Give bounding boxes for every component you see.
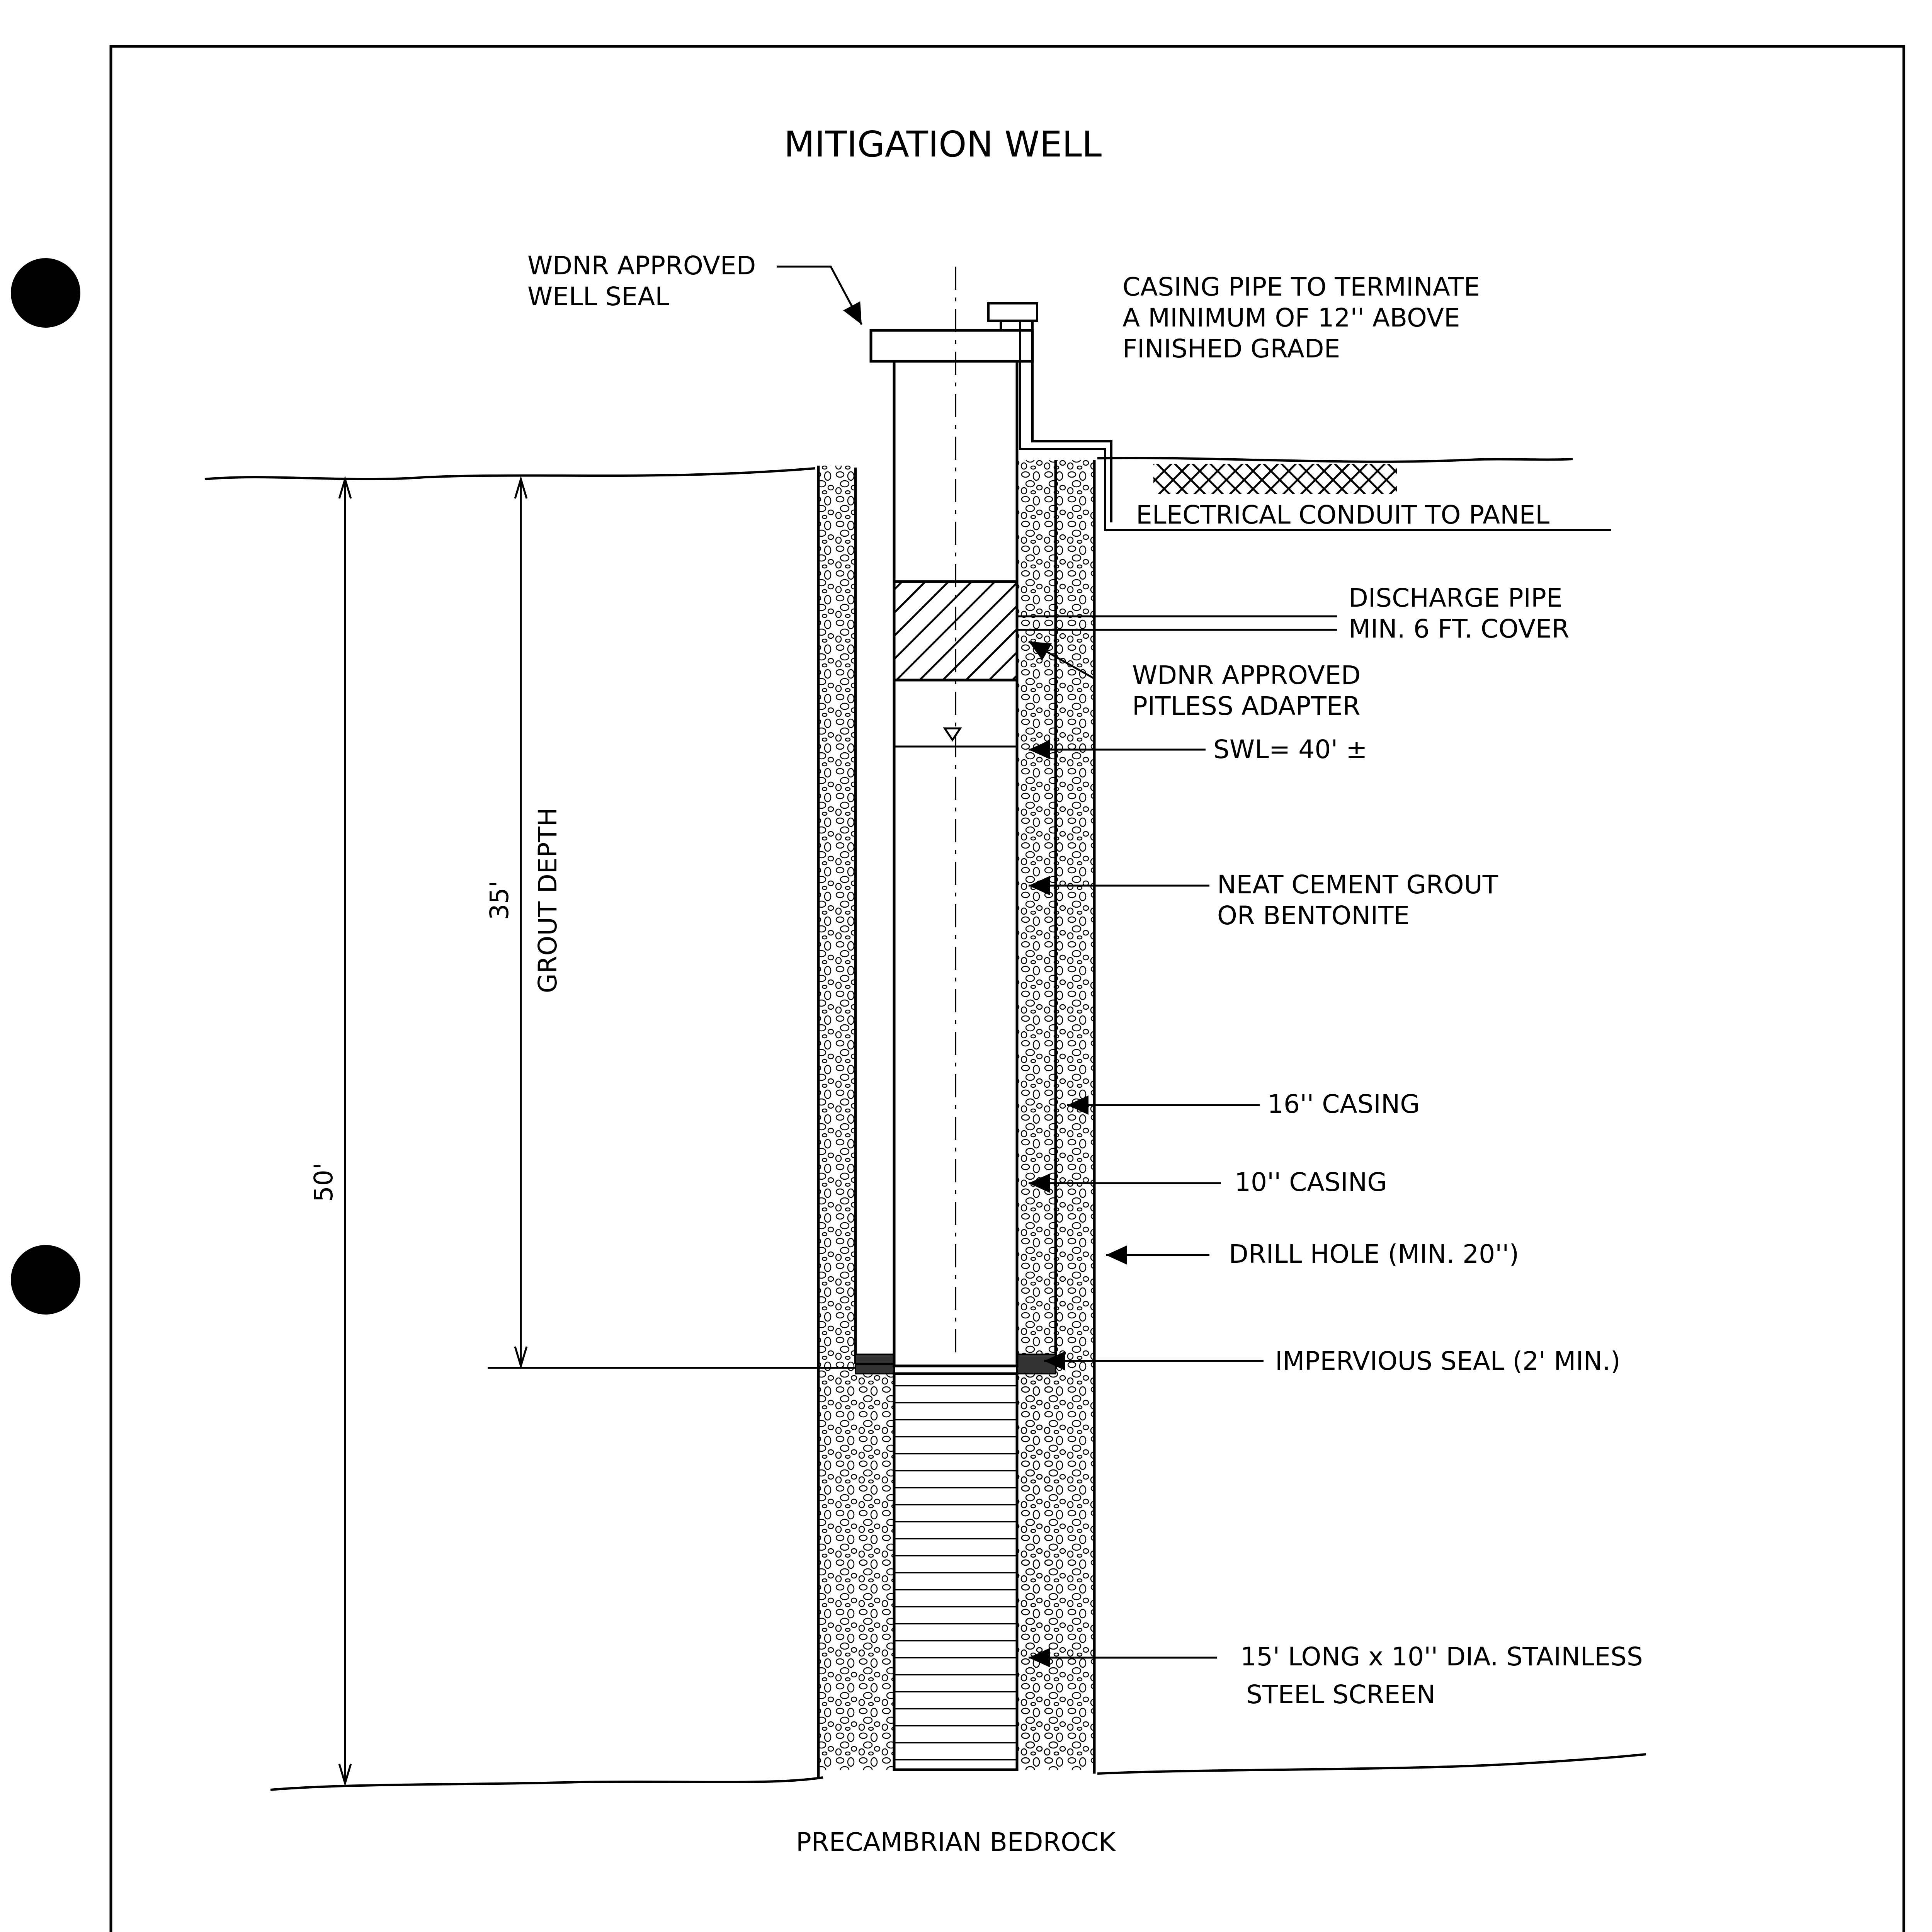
label-casing-1: CASING PIPE TO TERMINATE (1122, 272, 1480, 302)
label-grout-1: NEAT CEMENT GROUT (1217, 870, 1498, 900)
label-pitless-2: PITLESS ADAPTER (1132, 691, 1361, 721)
electrical-box (988, 303, 1037, 321)
label-swl: SWL= 40' ± (1213, 735, 1367, 764)
drill-hole-fill-left (818, 466, 855, 1770)
finished-grade-crosshatch (1153, 464, 1397, 494)
leader-well-seal (777, 267, 862, 325)
label-well-seal-2: WELL SEAL (527, 282, 669, 311)
label-conduit: ELECTRICAL CONDUIT TO PANEL (1136, 500, 1549, 530)
drawing-title: MITIGATION WELL (784, 124, 1102, 165)
label-pitless-1: WDNR APPROVED (1132, 660, 1361, 690)
label-discharge-2: MIN. 6 FT. COVER (1349, 614, 1570, 644)
gravel-pack-inner-left (855, 1374, 894, 1770)
well-seal-cap (871, 330, 1032, 361)
label-casing-2: A MINIMUM OF 12'' ABOVE (1122, 303, 1460, 333)
label-16-casing: 16'' CASING (1267, 1089, 1420, 1119)
label-10-casing: 10'' CASING (1235, 1167, 1387, 1197)
impervious-seal-right (1017, 1354, 1056, 1374)
dim-label-35: 35' (485, 880, 514, 920)
gravel-pack-inner-right (1017, 1374, 1056, 1770)
dim-label-grout-depth: GROUT DEPTH (533, 807, 563, 993)
label-screen-2: STEEL SCREEN (1246, 1680, 1435, 1709)
binder-hole-middle (11, 1245, 80, 1315)
binder-hole-top (11, 258, 80, 328)
label-casing-3: FINISHED GRADE (1122, 334, 1340, 364)
stainless-steel-screen (894, 1374, 1017, 1770)
label-well-seal-1: WDNR APPROVED (527, 251, 756, 281)
label-imp-seal: IMPERVIOUS SEAL (2' MIN.) (1275, 1346, 1621, 1376)
label-grout-2: OR BENTONITE (1217, 901, 1410, 930)
label-screen-1: 15' LONG x 10'' DIA. STAINLESS (1240, 1642, 1643, 1672)
label-discharge-1: DISCHARGE PIPE (1349, 583, 1563, 613)
dim-label-50: 50' (309, 1162, 338, 1202)
label-drill-hole: DRILL HOLE (MIN. 20'') (1229, 1239, 1519, 1269)
label-bedrock: PRECAMBRIAN BEDROCK (796, 1827, 1116, 1857)
